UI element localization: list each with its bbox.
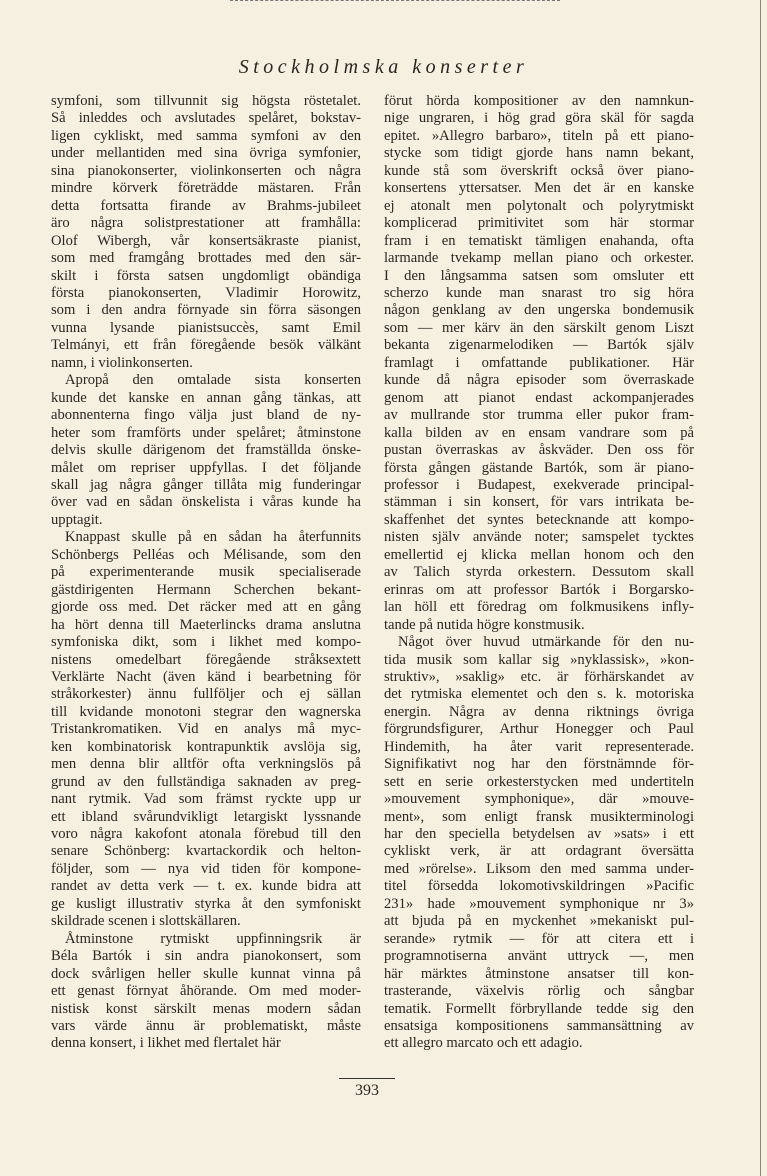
text-line: på experimenterande musik specialiserade — [51, 564, 361, 581]
text-line: genom att pianot endast ackompanjerades — [384, 389, 694, 406]
text-line: emellertid ej klicka mellan honom och den — [384, 546, 694, 563]
text-line: Schönbergs Pelléas och Mélisande, som den — [51, 546, 361, 563]
text-line: mindre körverk företrädde mästaren. Från — [51, 180, 361, 197]
text-line: I den långsamma satsen som omsluter ett — [384, 267, 694, 284]
text-line: detta fortsatta firande av Brahms-jubileet — [51, 197, 361, 214]
text-line: epitet. »Allegro barbaro», titeln på ett piano- — [384, 127, 694, 144]
text-line: Olof Wibergh, vår konsertsäkraste pianist, — [51, 232, 361, 249]
text-line: Hindemith, ha åter varit representerade. — [384, 738, 694, 755]
text-line: nistisk konst särskilt menas modern sådan — [51, 1000, 361, 1017]
text-line: som med framgång brottades med den sär- — [51, 250, 361, 267]
text-line: till kvidande monotoni stegrar den wagnerska — [51, 703, 361, 720]
text-line: tida musik som kallar sig »nyklassisk», »kon- — [384, 651, 694, 668]
text-line: stycke som tidigt gjorde hans namn bekant, — [384, 145, 694, 162]
text-line: delvis skulle därigenom det framställda önske- — [51, 442, 361, 459]
text-line: trasterande, växelvis rörlig och sångbar — [384, 983, 694, 1000]
text-line: serande» rytmik — för att citera ett i — [384, 930, 694, 947]
text-line: pustan överraskas av åskväder. Den oss för — [384, 442, 694, 459]
text-line: framlagt i omfattande publikationer. Här — [384, 354, 694, 371]
text-line: larmande tvekamp mellan piano och orkester. — [384, 250, 694, 267]
text-line: »mouvement symphonique», där »mouve- — [384, 791, 694, 808]
text-line: sina pianokonserter, violinkonserten och några — [51, 162, 361, 179]
text-line: nant rytmik. Vad som främst ryckte upp ur — [51, 791, 361, 808]
text-line: ej atonalt men polytonalt och polyrytmiskt — [384, 197, 694, 214]
text-line: med »rörelse». Liksom den med samma under- — [384, 860, 694, 877]
text-line: vunna lysande pianistsuccès, samt Emil — [51, 319, 361, 336]
text-line: kunde stå som överskrift också över piano- — [384, 162, 694, 179]
text-line: att bjuda på en myckenhet »mekaniskt pul- — [384, 913, 694, 930]
text-line: stråkorkester) ännu fullföljer och ej sällan — [51, 686, 361, 703]
paragraph — [51, 931, 361, 1053]
text-line: namn, i violinkonserten. — [51, 354, 193, 371]
text-column-right — [384, 93, 694, 1053]
page-number: 393 — [355, 1082, 379, 1099]
text-line: men denna blir alltför ofta verkningslös på — [51, 756, 361, 773]
text-line: sett en serie orkesterstycken med undertiteln — [384, 773, 694, 790]
scan-edge-right — [760, 0, 761, 1176]
text-line: under mellantiden med sina övriga symfonier, — [51, 145, 361, 162]
text-line: ment», som enligt fransk musikterminologi — [384, 808, 694, 825]
text-line: scherzo kunde man snarast tro sig höra — [384, 284, 694, 301]
text-line: som — mer kärv än den särskilt genom Liszt — [384, 319, 694, 336]
text-line: Verklärte Nacht (även känd i bearbetning för — [51, 668, 361, 685]
text-line: struktiv», »saklig» etc. är förhärskandet av — [384, 668, 694, 685]
text-line: Tristankromatiken. Vid en analys må myc- — [51, 721, 361, 738]
text-line: lan höll ett föredrag om folkmusikens infly- — [384, 599, 694, 616]
text-line: professor i Budapest, exekverade principal- — [384, 476, 694, 493]
paragraph — [51, 372, 361, 529]
text-line: kunde då några episoder som överraskade — [384, 372, 694, 389]
paragraph — [51, 93, 361, 372]
paragraph — [51, 529, 361, 930]
text-line: nistens omedelbart föregående stråksextett — [51, 651, 361, 668]
text-line: energin. Några av denna riktnings övriga — [384, 703, 694, 720]
text-line: någon genklang av den ungerska bondemusik — [384, 302, 694, 319]
text-line: Apropå den omtalade sista konserten — [65, 372, 361, 389]
text-column-left — [51, 93, 361, 1053]
text-line: nige ungraren, i hög grad göra skäl för sagda — [384, 110, 694, 127]
text-line: cykliskt verk, är att ordagrant översätta — [384, 843, 694, 860]
text-line: grund av den fullständiga saknaden av preg- — [51, 773, 361, 790]
text-line: symfoni, som tillvunnit sig högsta röstetalet. — [51, 93, 361, 109]
text-line: tande på nutida högre konstmusik. — [384, 616, 585, 633]
text-line: Béla Bartók i sin andra pianokonsert, som — [51, 948, 361, 965]
text-line: Telmányi, ett från föregående besök välkänt — [51, 337, 361, 354]
text-line: gjorde oss med. Det räcker med att en gång — [51, 599, 361, 616]
text-line: symfoniska dikt, som i likhet med kompo- — [51, 634, 361, 651]
text-line: har den speciella betydelsen av »sats» i ett — [384, 826, 694, 843]
text-line: ensatsiga kompositionens sammansättning av — [384, 1018, 694, 1035]
text-line: kunde det kanske en annan gång tänkas, att — [51, 389, 361, 406]
text-line: äro några solistprestationer att framhålla: — [51, 215, 361, 232]
text-line: upptagit. — [51, 511, 103, 528]
paragraph — [384, 93, 694, 634]
text-line: komplicerad primitivitet som här stormar — [384, 215, 694, 232]
text-line: bekanta zigenarmelodiken — Bartók själv — [384, 337, 694, 354]
text-line: abonnenterna fingo välja just bland de ny- — [51, 407, 361, 424]
running-head: Stockholmska konserter — [238, 56, 529, 78]
text-line: här märktes åtminstone ansatser till kon- — [384, 965, 694, 982]
text-line: skildrade scenen i slottskällaren. — [51, 913, 241, 930]
text-line: av Talich styrda orkestern. Dessutom skall — [384, 564, 694, 581]
text-line: ha hört denna till Maeterlincks drama anslutna — [51, 616, 361, 633]
text-line: gästdirigenten Hermann Scherchen bekant- — [51, 581, 361, 598]
text-line: erinras om att professor Bartók i Borgarsko- — [384, 581, 694, 598]
text-line: skaffenhet det syntes betecknande att kompo- — [384, 511, 694, 528]
text-line: ken kombinatorisk kontrapunktik avslöja sig, — [51, 738, 361, 755]
text-line: följder, som — nya vid tiden för kompone- — [51, 860, 361, 877]
scan-edge-top — [230, 0, 560, 2]
text-line: nisten själv använde noter; samspelet tycktes — [384, 529, 694, 546]
text-line: tematik. Formellt förbryllande tedde sig den — [384, 1000, 694, 1017]
text-line: voro några kakofont atonala förebud till den — [51, 826, 361, 843]
text-line: Åtminstone rytmiskt uppfinningsrik är — [65, 930, 361, 947]
text-line: som i den andra förnyade sin förra säsongen — [51, 302, 361, 319]
text-line: första pianokonserten, Vladimir Horowitz, — [51, 284, 361, 301]
text-line: ett ibland svårundvikligt letargiskt lyssnande — [51, 808, 361, 825]
text-line: av mullrande stor trumma eller pukor fram- — [384, 407, 694, 424]
text-line: heter som framförts under spelåret; åtminstone — [51, 424, 361, 441]
text-line: stämman i sin konsert, för vars intrikata be- — [384, 494, 694, 511]
text-line: senare Schönberg: kvartackordik och helton- — [51, 843, 361, 860]
text-line: Något över huvud utmärkande för den nu- — [398, 634, 694, 651]
text-line: titel försedda lokomotivskildringen »Pacific — [384, 878, 694, 895]
text-line: randet av detta verk — t. ex. kunde bidra att — [51, 878, 361, 895]
text-line: målet om repriser uppfyllas. I det följande — [51, 459, 361, 476]
text-line: programnotiserna använt uttryck —, men — [384, 948, 694, 965]
text-line: 231» hade »mouvement symphonique nr 3» — [384, 895, 694, 912]
text-line: dock svårligen heller skulle kunnat vinna på — [51, 965, 361, 982]
text-line: ligen cykliskt, med samma symfoni av den — [51, 127, 361, 144]
paragraph — [384, 634, 694, 1053]
text-line: konsertens yttersatser. Men det är en kanske — [384, 180, 694, 197]
text-line: ett allegro marcato och ett adagio. — [384, 1035, 583, 1052]
text-line: det rytmiska elementet och den s. k. motoriska — [384, 686, 694, 703]
text-line: skall jag några gånger tillåta mig funderingar — [51, 476, 361, 493]
page-number-rule — [339, 1078, 395, 1079]
text-line: ge kusligt illustrativ styrka åt den symfoniskt — [51, 895, 361, 912]
text-line: Signifikativt nog har den förstnämnde för- — [384, 756, 694, 773]
text-line: fram i en tematiskt tämligen enahanda, ofta — [384, 232, 694, 249]
text-line: kalla bilden av en ensam vandrare som på — [384, 424, 694, 441]
text-line: denna konsert, i likhet med flertalet här — [51, 1035, 281, 1052]
text-line: första gången gästande Bartók, som är piano- — [384, 459, 694, 476]
text-line: över vad en sådan önskelista i våras kunde ha — [51, 494, 361, 511]
text-line: skilt i första satsen ungdomligt obändiga — [51, 267, 361, 284]
text-line: förgrundsfigurer, Arthur Honegger och Paul — [384, 721, 694, 738]
text-line: Så inleddes och avslutades spelåret, bokstav- — [51, 110, 361, 127]
text-line: vars värde ännu är problematiskt, måste — [51, 1018, 361, 1035]
text-line: ett genast förnyat åhörande. Om med moder- — [51, 983, 361, 1000]
text-line: Knappast skulle på en sådan ha återfunnits — [65, 529, 361, 546]
text-line: förut hörda kompositioner av den namnkun- — [384, 93, 694, 109]
